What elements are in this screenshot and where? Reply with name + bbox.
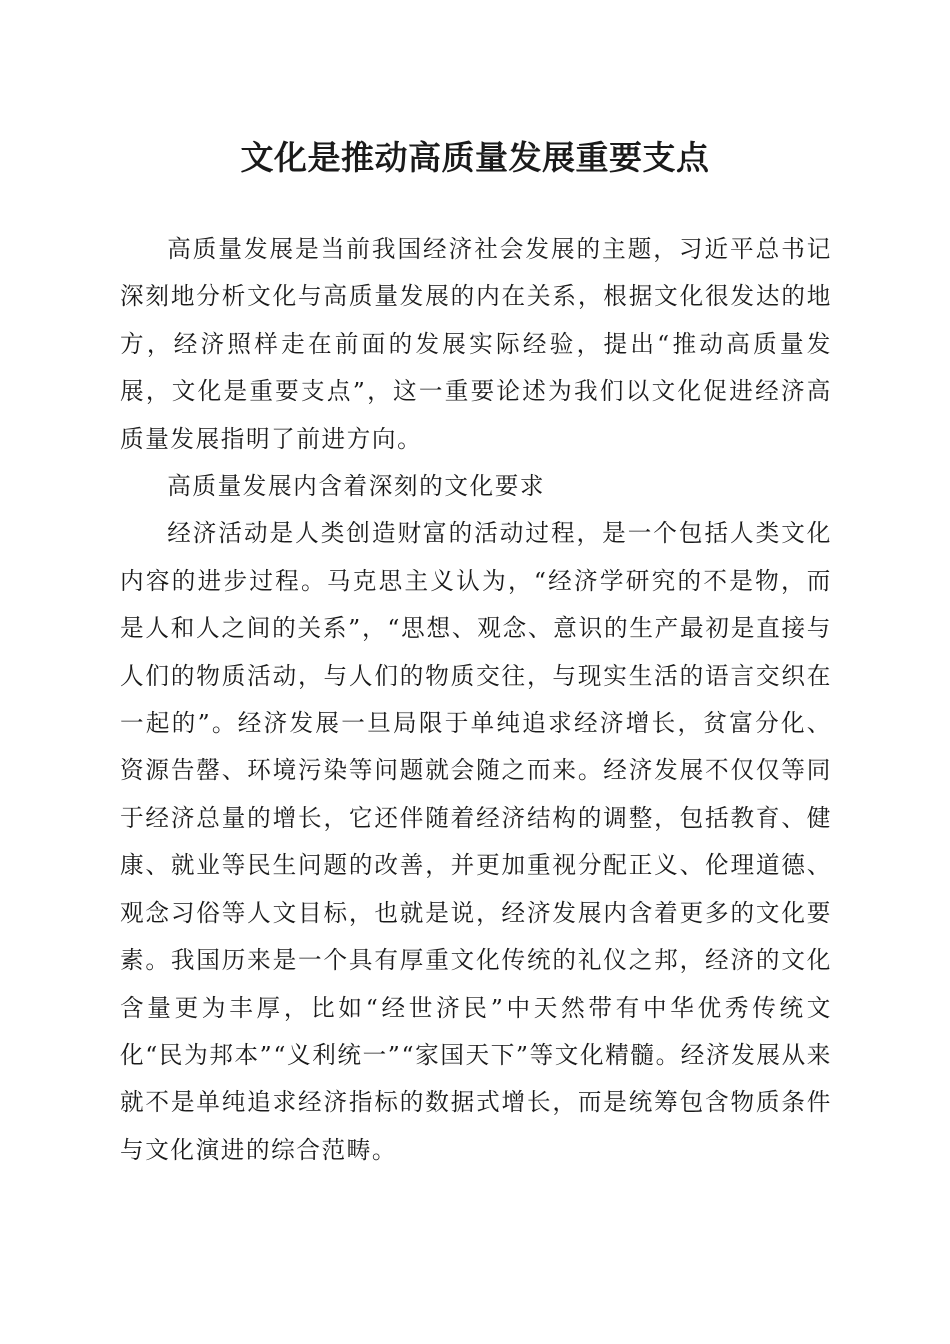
intro-paragraph: 高质量发展是当前我国经济社会发展的主题，习近平总书记深刻地分析文化与高质量发展的内在关系，根据文化很发达的地方，经济照样走在前面的发展实际经验，提出“推动高质量发展，文化是重要支点”，这一重要论述为我们以文化促进经济高质量发展指明了前进方向。 [120,235,832,453]
document-title: 文化是推动高质量发展重要支点 [240,138,710,177]
section-heading: 高质量发展内含着深刻的文化要求 [167,472,546,501]
document-body [120,226,832,1174]
body-paragraph: 经济活动是人类创造财富的活动过程，是一个包括人类文化内容的进步过程。马克思主义认为，“经济学研究的不是物，而是人和人之间的关系”，“思想、观念、意识的生产最初是直接与人们的物质活动，与人们的物质交往，与现实生活的语言交织在一起的”。经济发展一旦局限于单纯追求经济增长，贫富分化、资源告罄、环境污染等问题就会随之而来。经济发展不仅仅等同于经济总量的增长，它还伴随着经济结构的调整，包括教育、健康、就业等民生问题的改善，并更加重视分配正义、伦理道德、观念习俗等人文目标，也就是说，经济发展内含着更多的文化要素。我国历来是一个具有厚重文化传统的礼仪之邦，经济的文化含量更为丰厚，比如“经世济民”中天然带有中华优秀传统文化“民为邦本”“义利统一”“家国天下”等文化精髓。经济发展从来就不是单纯追求经济指标的数据式增长，而是统筹包含物质条件与文化演进的综合范畴。 [120,519,832,1164]
